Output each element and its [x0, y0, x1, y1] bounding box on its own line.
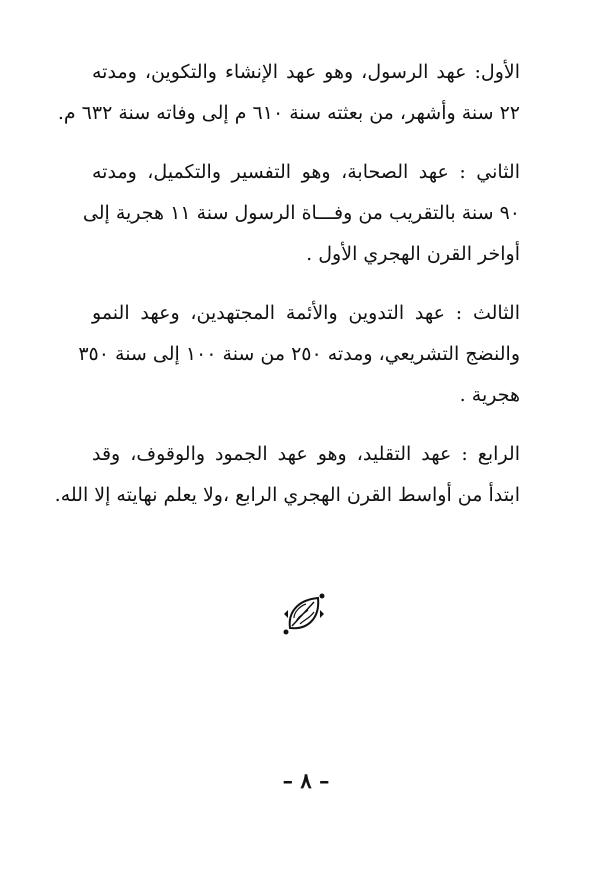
- paragraph-line: الثاني : عهد الصحابة، وهو التفسير والتكميل، ومدته: [92, 161, 520, 183]
- paragraph-line: الثالث : عهد التدوين والأئمة المجتهدين، وعهد النمو: [92, 302, 520, 324]
- paragraph-line: ٢٢ سنة وأشهر، من بعثته سنة ٦١٠ م إلى وفاته سنة ٦٣٢ م.: [57, 102, 520, 124]
- page-number: – ٨ –: [282, 768, 330, 793]
- paragraph-line: ٩٠ سنة بالتقريب من وفـــاة الرسول سنة ١١ هجرية إلى: [82, 202, 520, 224]
- paragraph-line: والنضج التشريعي، ومدته ٢٥٠ من سنة ١٠٠ إلى سنة ٣٥٠: [78, 343, 520, 365]
- paragraph-line: ابتدأ من أواسط القرن الهجري الرابع ،ولا يعلم نهايته إلا الله.: [54, 484, 520, 506]
- paragraph-era-3: [78, 293, 520, 416]
- paragraph-line: هجرية .: [459, 384, 520, 406]
- paragraph-era-4: [54, 434, 520, 516]
- paragraph-line: أواخر القرن الهجري الأول .: [306, 243, 520, 265]
- paragraph-era-2: [82, 152, 520, 275]
- paragraph-era-1: [57, 52, 520, 134]
- body-text: [54, 52, 520, 534]
- leaf-ornament-icon: [282, 592, 326, 636]
- paragraph-line: الأول: عهد الرسول، وهو عهد الإنشاء والتكوين، ومدته: [92, 61, 520, 83]
- paragraph-line: الرابع : عهد التقليد، وهو عهد الجمود والوقوف، وقد: [92, 443, 520, 465]
